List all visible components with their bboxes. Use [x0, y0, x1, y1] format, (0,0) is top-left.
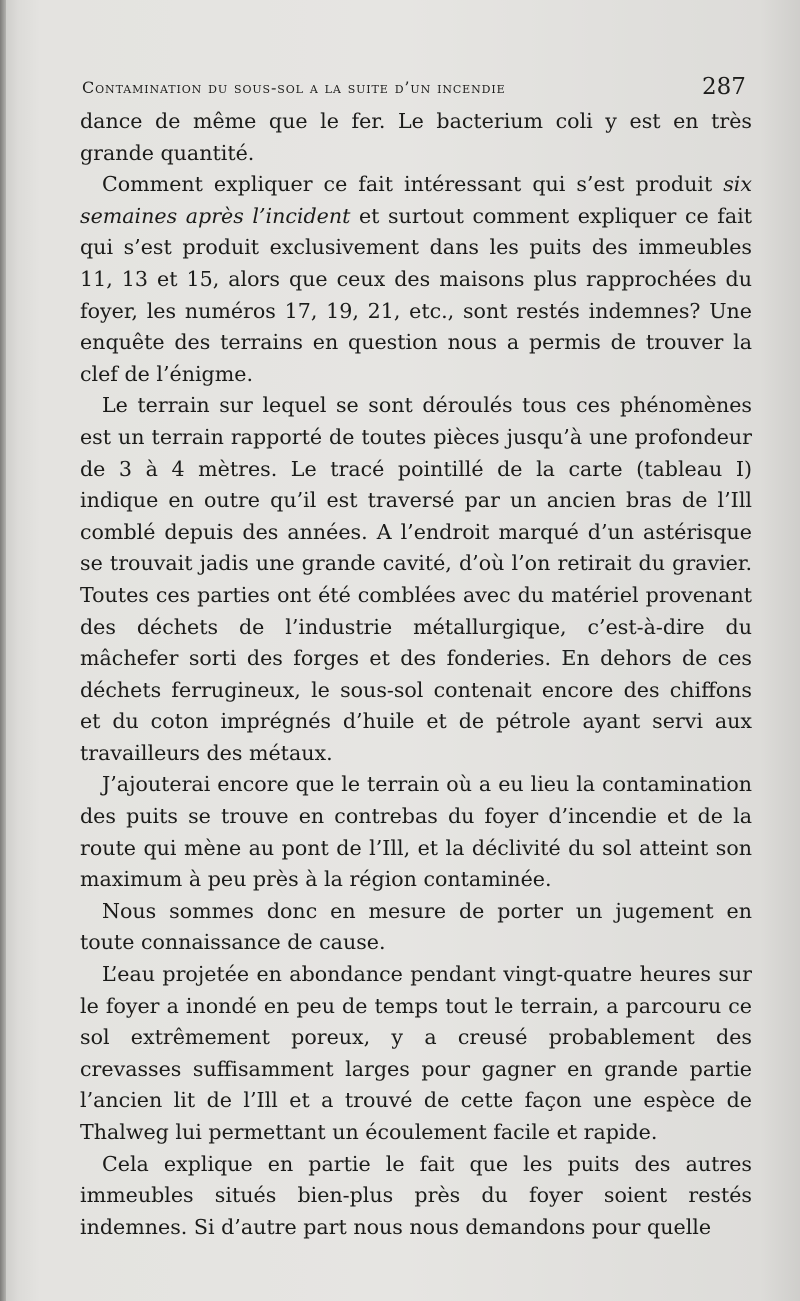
paragraph-6: L’eau projetée en abondance pendant vingt-quatre heures sur le foyer a inondé en peu de temps tout le terrain, a parcouru ce sol extrêmement poreux, y a creusé probablement des crevasses suffisamment larges pour gagner en grande partie l’ancien lit de l’Ill et a trouvé de cette façon une espèce de Thalweg lui permettant un écoulement facile et rapide. [80, 962, 752, 1144]
running-title: Contamination du sous-sol a la suite d’un incendie [82, 78, 506, 97]
paragraph-2: Comment expliquer ce fait intéressant qui s’est produit six semaines après l’incident et surtout comment expliquer ce fait qui s’est produit exclusivement dans les puits des immeubles 11, 13 et 15, alors que ceux des maisons plus rapprochées du foyer, les numéros 17, 19, 21, etc., sont restés indemnes? Une enquête des terrains en question nous a permis de trouver la clef de l’énigme. [80, 172, 752, 386]
page-number: 287 [702, 74, 746, 100]
paragraph-4: J’ajouterai encore que le terrain où a eu lieu la contamination des puits se trouve en contrebas du foyer d’incendie et de la route qui mène au pont de l’Ill, et la déclivité du sol atteint son maximum à peu près à la région contaminée. [80, 772, 752, 892]
paragraph-7: Cela explique en partie le fait que les puits des autres immeubles situés bien-plus près du foyer soient restés indemnes. Si d’autre part nous nous demandons pour quelle [80, 1151, 752, 1239]
emphasized-phrase: six semaines après l’incident [80, 172, 752, 228]
body-text [80, 106, 752, 1243]
paragraph-1: dance de même que le fer. Le bacterium coli y est en très grande quantité. [80, 109, 752, 165]
paragraph-5: Nous sommes donc en mesure de porter un jugement en toute connaissance de cause. [80, 898, 752, 955]
running-head [82, 74, 772, 104]
paragraph-3: Le terrain sur lequel se sont déroulés tous ces phénomènes est un terrain rapporté de toutes pièces jusqu’à une profondeur de 3 à 4 mètres. Le tracé pointillé de la carte (tableau I) indique en outre qu’il est traversé par un ancien bras de l’Ill comblé depuis des années. A l’endroit marqué d’un astérisque se trouvait jadis une grande cavité, d’où l’on retirait du gravier. Toutes ces parties ont été comblées avec du matériel provenant des déchets de l’industrie métallurgique, c’est-à-dire du mâchefer sorti des forges et des fonderies. En dehors de ces déchets ferrugineux, le sous-sol contenait encore des chiffons et du coton imprégnés d’huile et de pétrole ayant servi aux travailleurs des métaux. [80, 393, 752, 765]
page-binding-edge [0, 0, 6, 1301]
